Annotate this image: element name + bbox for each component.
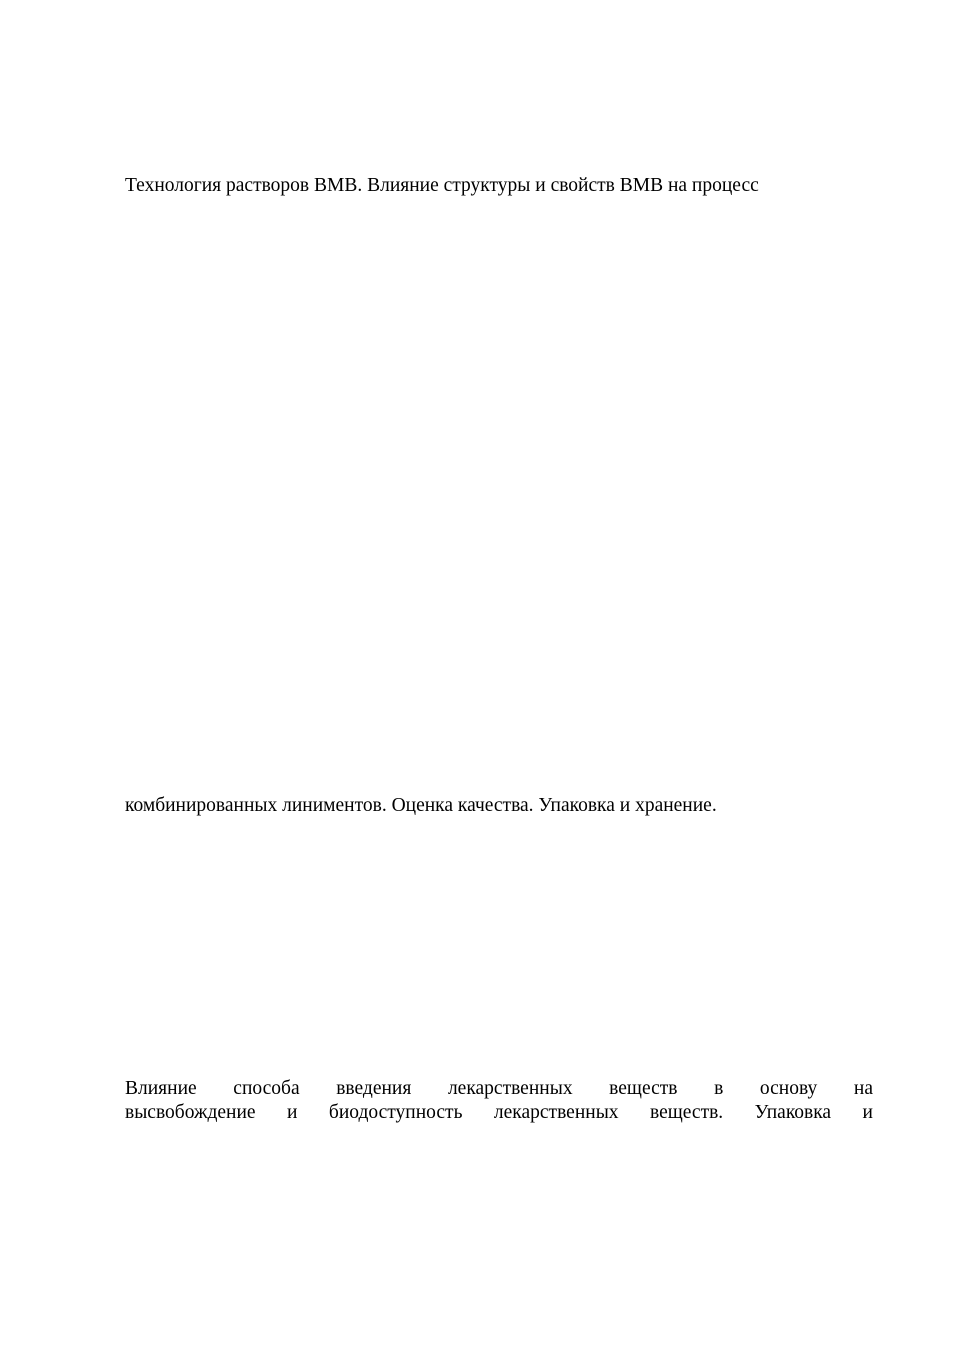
text-line-2: комбинированных линиментов. Оценка качества. Упаковка и хранение. [125, 795, 717, 816]
text-line-3: Влияние способа введения лекарственных веществ в основу на [125, 1078, 873, 1099]
text-line-4: высвобождение и биодоступность лекарственных веществ. Упаковка и [125, 1102, 873, 1123]
text-line-1: Технология растворов ВМВ. Влияние структуры и свойств ВМВ на процесс [125, 175, 759, 196]
